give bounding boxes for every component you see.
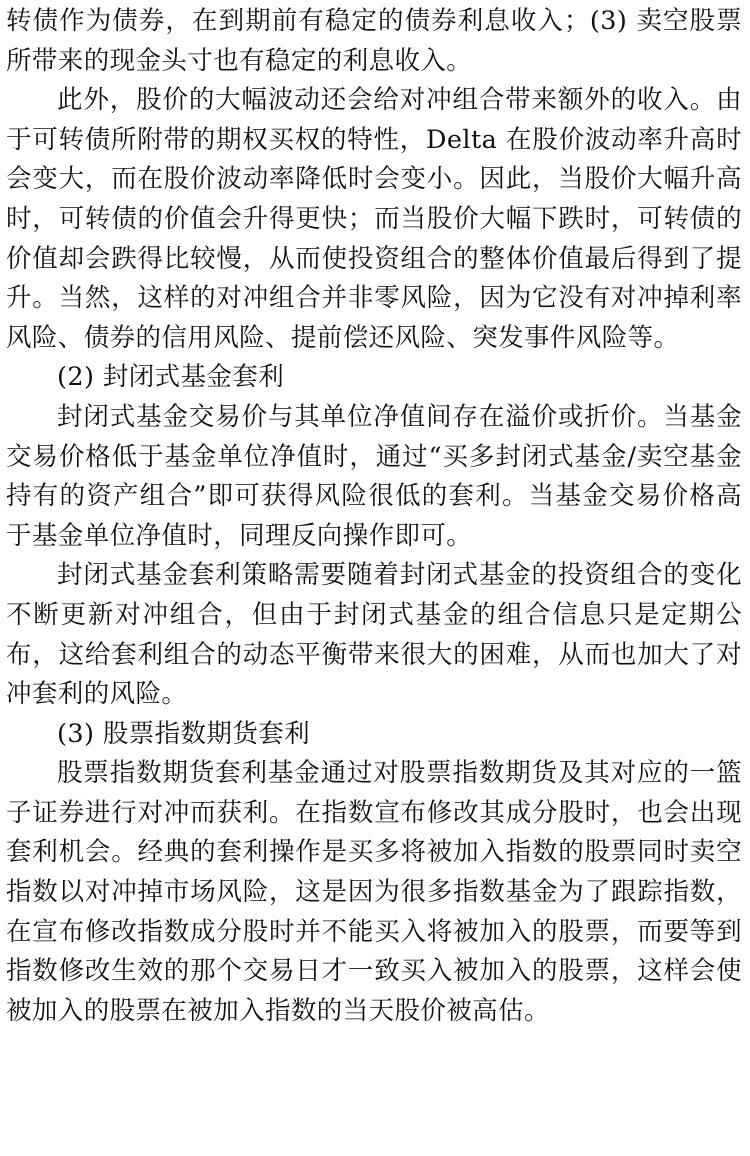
paragraph-closed-end-risk: 封闭式基金套利策略需要随着封闭式基金的投资组合的变化不断更新对冲组合，但由于封闭式基金的组合信息只是定期公布，这给套利组合的动态平衡带来很大的困难，从而也加大了对冲套利的风险。: [6, 560, 742, 710]
heading-index-futures-arbitrage: (3) 股票指数期货套利: [57, 718, 311, 749]
paragraph-index-futures-arbitrage: 股票指数期货套利基金通过对股票指数期货及其对应的一篮子证券进行对冲而获利。在指数宣布修改其成分股时，也会出现套利机会。经典的套利操作是买多将被加入指数的股票同时卖空指数以对冲掉市场风险，这是因为很多指数基金为了跟踪指数，在宣布修改指数成分股时并不能买入将被加入的股票，而要等到指数修改生效的那个交易日才一致买入被加入的股票，这样会使被加入的股票在被加入指数的当天股价被高估。: [6, 758, 742, 1026]
paragraph-convertible-income: 转债作为债券，在到期前有稳定的债券利息收入；(3) 卖空股票所带来的现金头寸也有稳定的利息收入。: [6, 6, 742, 76]
heading-closed-end-fund-arbitrage: (2) 封闭式基金套利: [57, 362, 285, 393]
paragraph-volatility-income: 此外，股价的大幅波动还会给对冲组合带来额外的收入。由于可转债所附带的期权买权的特性，Delta 在股价波动率升高时会变大，而在股价波动率降低时会变小。因此，当股价大幅升高时，可转债的价值会升得更快；而当股价大幅下跌时，可转债的价值却会跌得比较慢，从而使投资组合的整体价值最后得到了提升。当然，这样的对冲组合并非零风险，因为它没有对冲掉利率风险、债券的信用风险、提前偿还风险、突发事件风险等。: [6, 85, 742, 353]
paragraph-closed-end-premium-discount: 封闭式基金交易价与其单位净值间存在溢价或折价。当基金交易价格低于基金单位净值时，通过“买多封闭式基金/卖空基金持有的资产组合”即可获得风险很低的套利。当基金交易价格高于基金单位净值时，同理反向操作即可。: [6, 401, 742, 551]
